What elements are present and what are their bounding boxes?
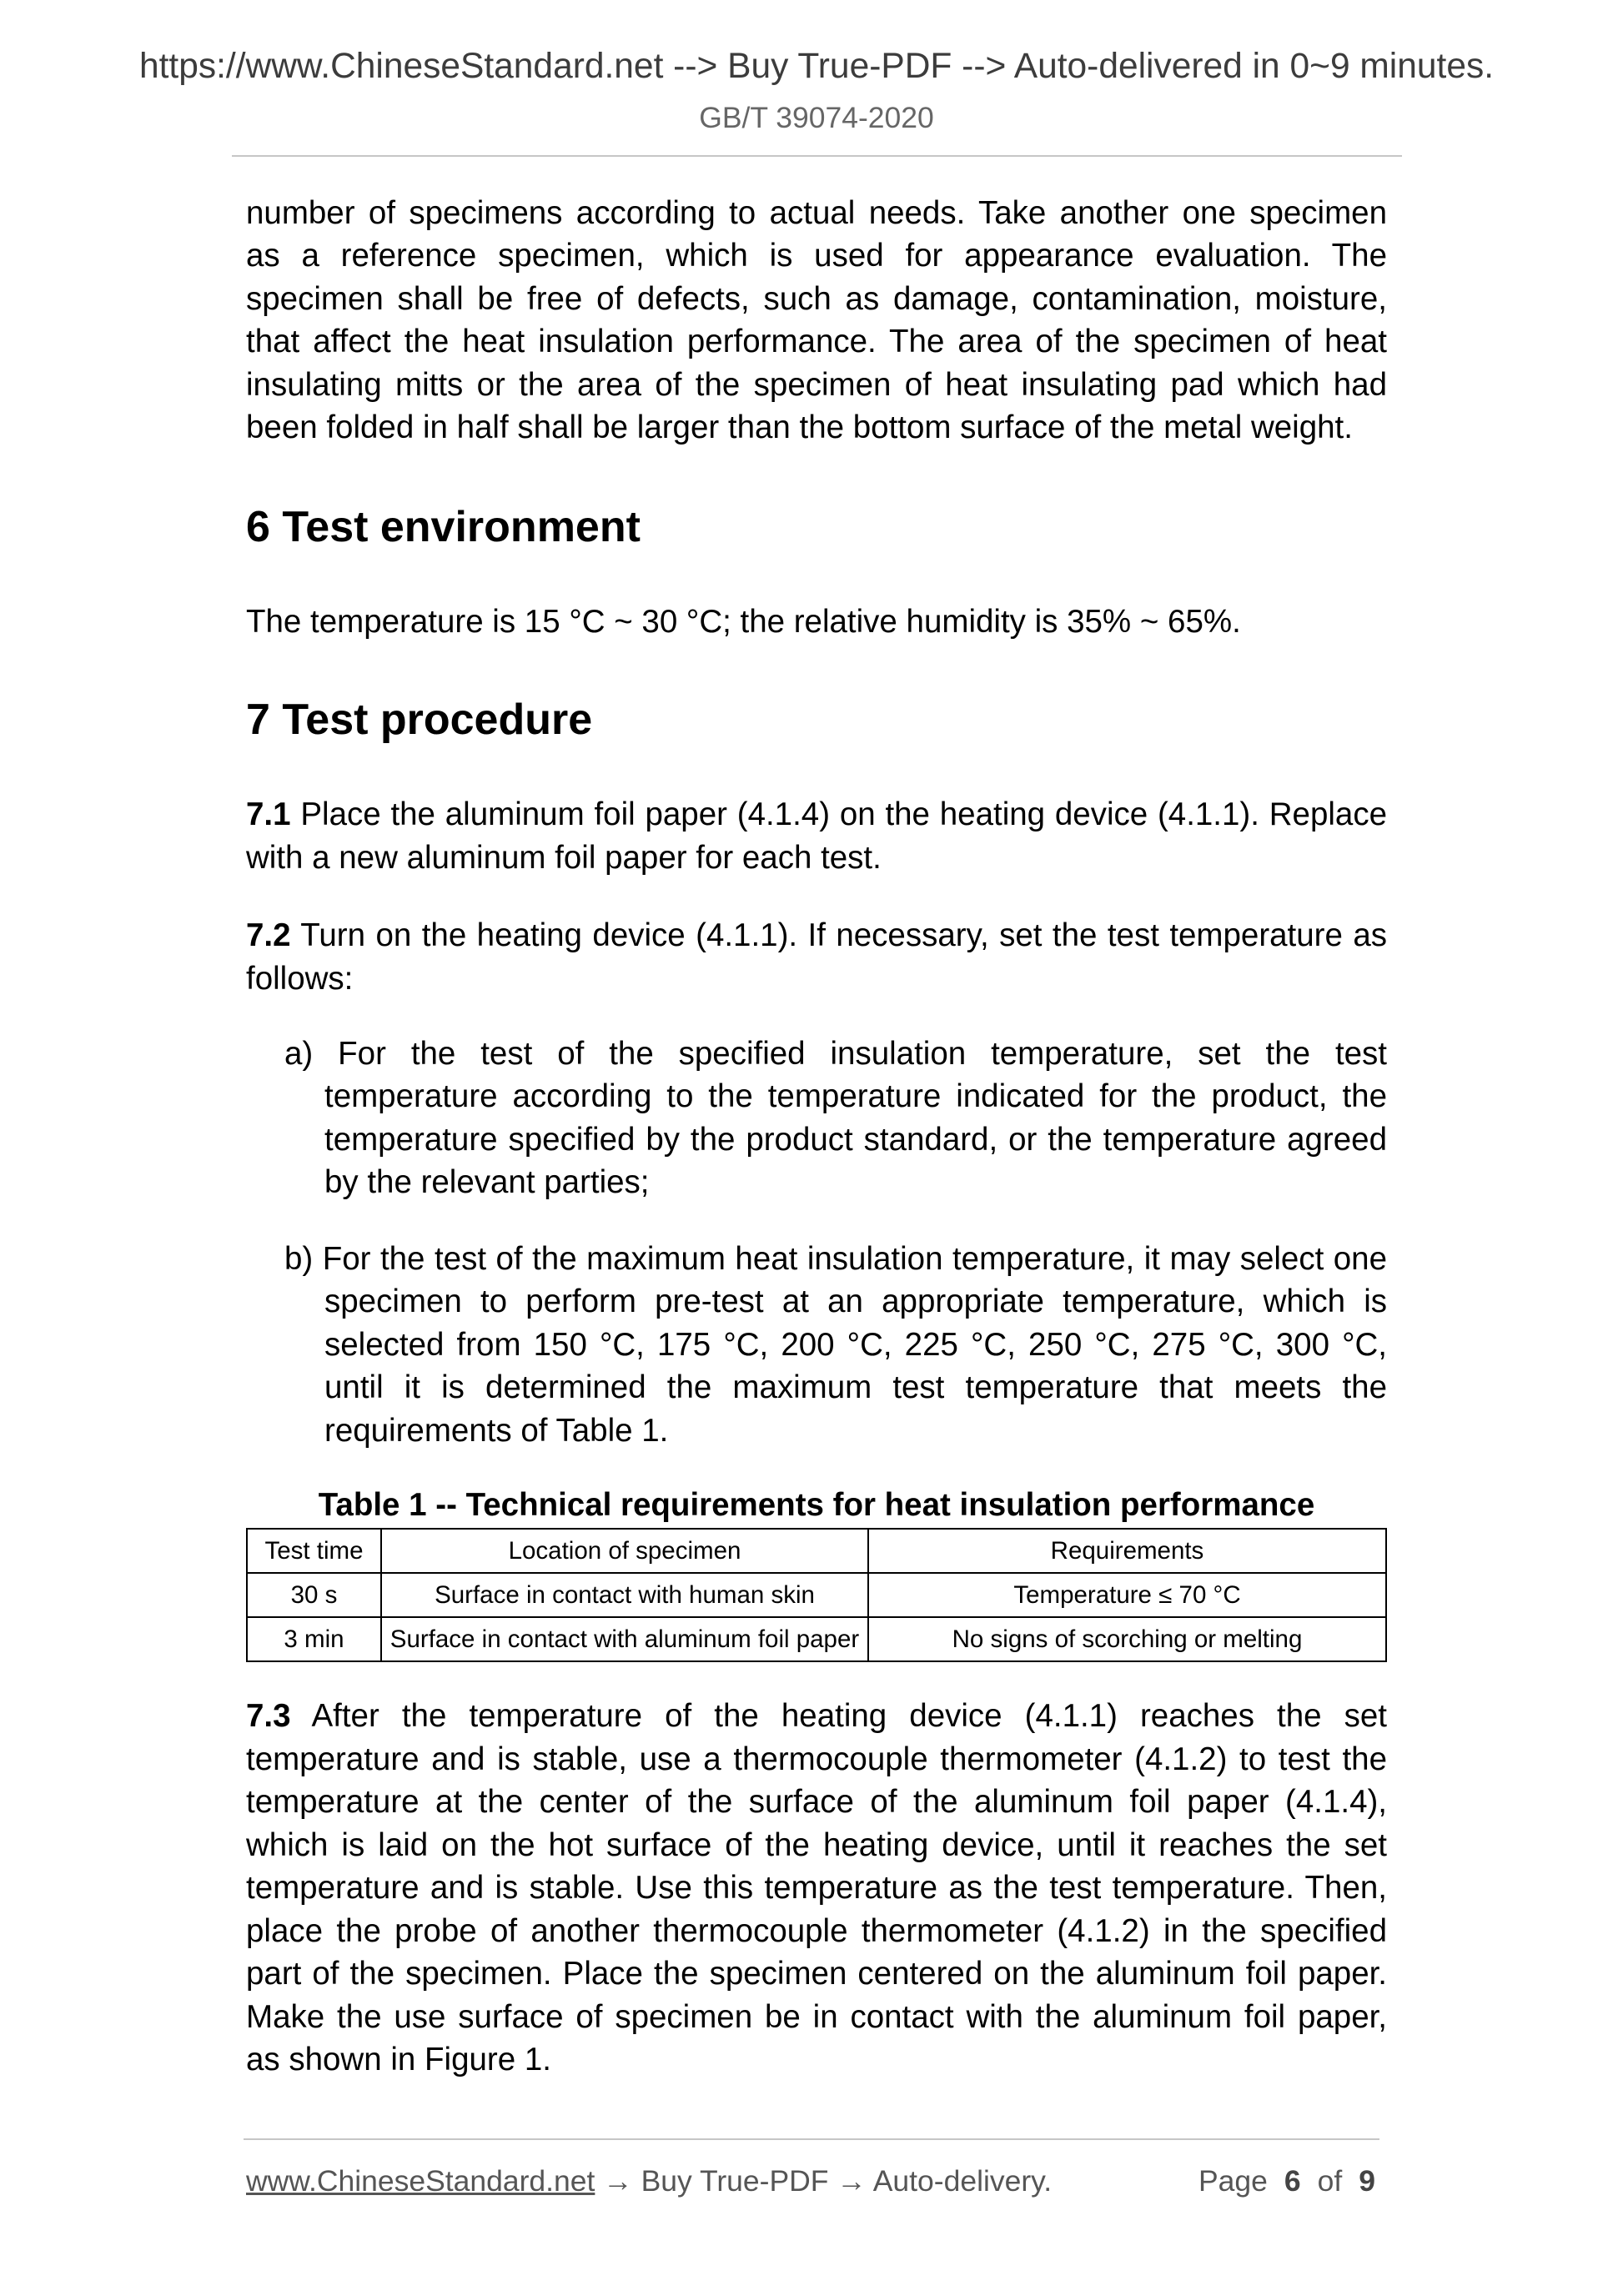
table-cell: No signs of scorching or melting (869, 1618, 1387, 1662)
footer-site-link[interactable]: www.ChineseStandard.net (246, 2164, 595, 2198)
total-pages-number: 9 (1359, 2164, 1375, 2198)
paragraph-line (246, 914, 1387, 957)
paragraph-line: number of specimens according to actual needs. Take another one specimen (246, 194, 1387, 231)
paragraph-line: temperature according to the temperature indicated for the product, the (324, 1078, 1387, 1115)
clause-7-1 (246, 793, 1387, 879)
header-promo-line: https://www.ChineseStandard.net --> Buy True-PDF --> Auto-delivered in 0~9 minutes. (138, 47, 1495, 86)
footer-promo (246, 2163, 1052, 2199)
table-cell: 3 min (248, 1618, 382, 1662)
paragraph-line: specimen shall be free of defects, such as damage, contamination, moisture, (246, 280, 1387, 317)
paragraph-line: Make the use surface of specimen be in contact with the aluminum foil paper, (246, 1998, 1387, 2035)
clause-number: 7.3 (246, 1698, 291, 1735)
paragraph-line: by the relevant parties; (324, 1164, 650, 1201)
line-text: Place the aluminum foil paper (4.1.4) on the heating device (4.1.1). Replace (300, 796, 1387, 833)
paragraph-line: temperature specified by the product standard, or the temperature agreed (324, 1121, 1387, 1158)
line-text: Turn on the heating device (4.1.1). If necessary, set the test temperature as (300, 917, 1387, 954)
line-text: For the test of the maximum heat insulation temperature, it may select one (322, 1240, 1387, 1277)
table-cell: Temperature ≤ 70 °C (869, 1574, 1387, 1618)
page-indicator (1198, 2163, 1375, 2199)
paragraph-line: been folded in half shall be larger than the bottom surface of the metal weight. (246, 409, 1353, 445)
paragraph-line (246, 793, 1387, 837)
table-header-cell: Requirements (869, 1530, 1387, 1574)
page-label: Page (1198, 2164, 1268, 2198)
clause-7-2 (246, 914, 1387, 1000)
paragraph-line: part of the specimen. Place the specimen centered on the aluminum foil paper. (246, 1956, 1387, 1992)
line-text: For the test of the specified insulation temperature, set the test (338, 1035, 1388, 1072)
paragraph-line: temperature and is stable. Use this temperature as the test temperature. Then, (246, 1870, 1387, 1907)
section-6-body (246, 600, 1387, 644)
paragraph-line: specimen to perform pre-test at an appropriate temperature, which is (324, 1284, 1387, 1320)
page-of-label: of (1317, 2164, 1343, 2198)
section-6-heading: 6 Test environment (246, 502, 641, 551)
paragraph-line: with a new aluminum foil paper for each test. (246, 839, 882, 876)
paragraph-line: The temperature is 15 °C ~ 30 °C; the relative humidity is 35% ~ 65%. (246, 603, 1241, 640)
list-item-b (284, 1238, 1387, 1453)
line-text: After the temperature of the heating device (4.1.1) reaches the set (311, 1698, 1387, 1735)
paragraph-line: insulating mitts or the area of the specimen of heat insulating pad which had (246, 366, 1387, 403)
paragraph-line: that affect the heat insulation performance. The area of the specimen of heat (246, 324, 1387, 359)
table-1-caption: Table 1 -- Technical requirements for heat insulation performance (318, 1487, 1315, 1523)
list-marker: a) (284, 1035, 314, 1072)
table-header-cell: Test time (248, 1530, 382, 1574)
table-cell: 30 s (248, 1574, 382, 1618)
paragraph-line: selected from 150 °C, 175 °C, 200 °C, 225 °C, 250 °C, 275 °C, 300 °C, (324, 1326, 1387, 1363)
footer-delivery-text: → Buy True-PDF → Auto-delivery. (603, 2164, 1053, 2198)
paragraph-line: as a reference specimen, which is used for appearance evaluation. The (246, 238, 1387, 274)
paragraph-line (284, 1032, 1387, 1076)
table-header-cell: Location of specimen (382, 1530, 869, 1574)
current-page-number: 6 (1284, 2164, 1301, 2198)
paragraph-line (284, 1238, 1387, 1281)
header-standard-code: GB/T 39074-2020 (699, 101, 934, 134)
paragraph-line: follows: (246, 960, 354, 997)
paragraph-line: requirements of Table 1. (324, 1412, 669, 1449)
clause-number: 7.2 (246, 917, 291, 954)
paragraph-line: place the probe of another thermocouple thermometer (4.1.2) in the specified (246, 1912, 1387, 1949)
paragraph-line: which is laid on the hot surface of the heating device, until it reaches the set (246, 1826, 1387, 1863)
footer-divider (244, 2138, 1379, 2140)
intro-paragraph (246, 192, 1387, 450)
clause-number: 7.1 (246, 796, 291, 833)
section-7-heading: 7 Test procedure (246, 696, 593, 745)
paragraph-line: temperature and is stable, use a thermocouple thermometer (4.1.2) to test the (246, 1741, 1387, 1777)
paragraph-line: until it is determined the maximum test temperature that meets the (324, 1369, 1387, 1406)
table-cell: Surface in contact with human skin (382, 1574, 869, 1618)
list-marker: b) (284, 1240, 314, 1277)
paragraph-line: as shown in Figure 1. (246, 2042, 551, 2078)
paragraph-line: temperature at the center of the surface of the aluminum foil paper (4.1.4), (246, 1784, 1387, 1821)
table-1 (246, 1528, 1387, 1662)
header-divider (232, 155, 1402, 157)
table-cell: Surface in contact with aluminum foil paper (382, 1618, 869, 1662)
paragraph-line (246, 1695, 1387, 1738)
list-item-a (284, 1032, 1387, 1204)
clause-7-3 (246, 1695, 1387, 2082)
